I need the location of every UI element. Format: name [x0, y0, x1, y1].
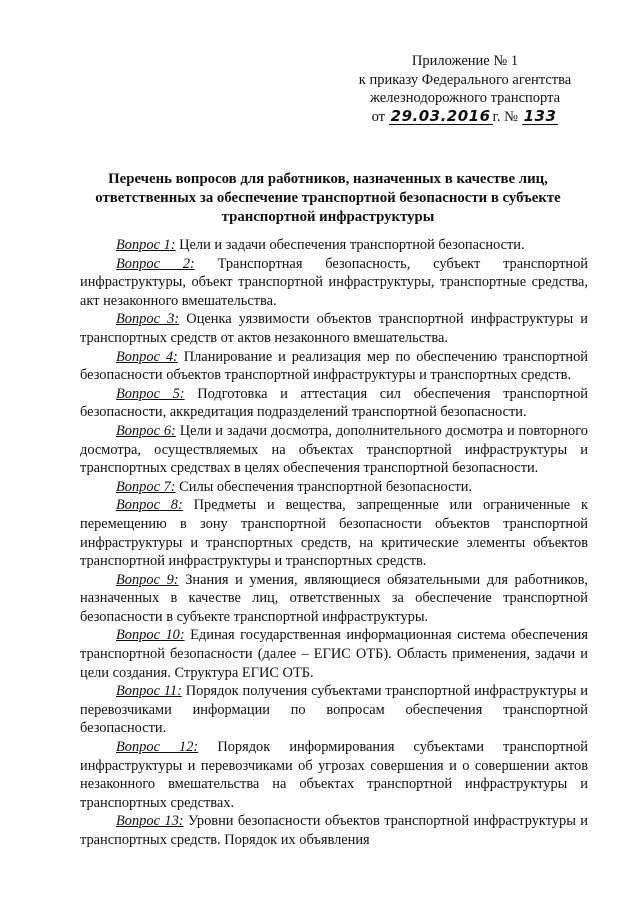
question-label: Вопрос 7: — [116, 478, 176, 495]
question-label: Вопрос 1: — [116, 237, 176, 253]
question-label: Вопрос 6: — [116, 422, 176, 439]
document-title — [78, 170, 578, 227]
handwritten-date: 29.03.2016 — [390, 106, 491, 125]
question-item — [80, 682, 588, 738]
question-text: Подготовка и аттестация сил обеспечения транспортной безопасности, аккредитация подразделений транспортной безопасности. — [80, 385, 588, 421]
question-text: Порядок информирования субъектами транспортной инфраструктуры и перевозчиками об угрозах совершения и о совершении актов незаконного вмешательства на объектах транспортной инфраструктуры и транспортных средствах. — [80, 739, 588, 811]
question-item — [80, 626, 588, 682]
appendix-order-line: к приказу Федерального агентства — [358, 71, 572, 88]
question-text: Цели и задачи обеспечения транспортной безопасности. — [179, 237, 525, 253]
question-item — [80, 812, 588, 849]
question-text: Планирование и реализация мер по обеспечению транспортной безопасности объектов транспортной инфраструктуры и транспортных средств. — [80, 348, 588, 384]
question-label: Вопрос 10: — [116, 627, 185, 644]
question-item — [80, 385, 588, 422]
questions-list — [80, 236, 588, 850]
question-label: Вопрос 13: — [116, 813, 184, 830]
appendix-agency-line: железнодорожного транспорта — [369, 90, 561, 106]
question-label: Вопрос 12: — [116, 739, 199, 756]
question-item — [80, 738, 588, 812]
question-item — [80, 310, 588, 347]
title-line-3: транспортной инфраструктуры — [221, 209, 435, 225]
question-text: Предметы и вещества, запрещенные или ограниченные к перемещению в зону транспортной безопасности объектов транспортной инфраструктуры и транспортных средств, на критические элементы объектов транспортной инфраструктуры и транспортных средств. — [80, 497, 588, 570]
question-item — [80, 571, 588, 627]
question-item — [80, 236, 588, 255]
appendix-number: Приложение № 1 — [411, 53, 519, 69]
question-text: Знания и умения, являющиеся обязательными для работников, назначенных в качестве лиц, ответственных за обеспечение транспортной безопасности в субъекте транспортной инфраструктуры. — [80, 571, 589, 625]
question-text: Оценка уязвимости объектов транспортной инфраструктуры и транспортных средств от актов незаконного вмешательства. — [80, 311, 588, 346]
question-item — [80, 478, 588, 497]
appendix-header — [330, 52, 600, 126]
question-label: Вопрос 4: — [116, 348, 178, 365]
appendix-date-line — [330, 108, 600, 127]
question-label: Вопрос 11: — [116, 683, 182, 700]
question-label: Вопрос 2: — [116, 255, 195, 272]
question-text: Цели и задачи досмотра, дополнительного досмотра и повторного досмотра, осуществляемых на объектах транспортной инфраструктуры и транспортных средствах в целях обеспечения транспортной безопасности. — [80, 422, 588, 477]
question-text: Порядок получения субъектами транспортной инфраструктуры и перевозчиками информации по вопросам обеспечения транспортной безопасности. — [80, 683, 588, 737]
question-text: Уровни безопасности объектов транспортной инфраструктуры и транспортных средств. Порядок их объявления — [80, 813, 588, 848]
question-label: Вопрос 9: — [116, 571, 179, 588]
year-suffix: г. № — [492, 108, 518, 125]
handwritten-order-number: 133 — [523, 106, 557, 125]
question-item — [80, 348, 588, 385]
question-label: Вопрос 8: — [116, 497, 183, 514]
title-line-2: ответственных за обеспечение транспортной безопасности в субъекте — [95, 190, 561, 206]
question-item — [80, 422, 588, 478]
question-text: Единая государственная информационная система обеспечения транспортной безопасности (далее – ЕГИС ОТБ). Область применения, задачи и цели создания. Структура ЕГИС ОТБ. — [80, 627, 588, 681]
date-prefix: от — [371, 108, 386, 125]
title-line-1: Перечень вопросов для работников, назначенных в качестве лиц, — [108, 171, 548, 187]
question-item — [80, 496, 588, 570]
question-label: Вопрос 3: — [116, 311, 180, 328]
question-text: Транспортная безопасность, субъект транспортной инфраструктуры, объект транспортной инфраструктуры, транспортные средства, акт незаконного вмешательства. — [80, 255, 588, 309]
question-text: Силы обеспечения транспортной безопасности. — [179, 478, 473, 495]
question-item — [80, 255, 588, 311]
question-label: Вопрос 5: — [116, 385, 185, 402]
